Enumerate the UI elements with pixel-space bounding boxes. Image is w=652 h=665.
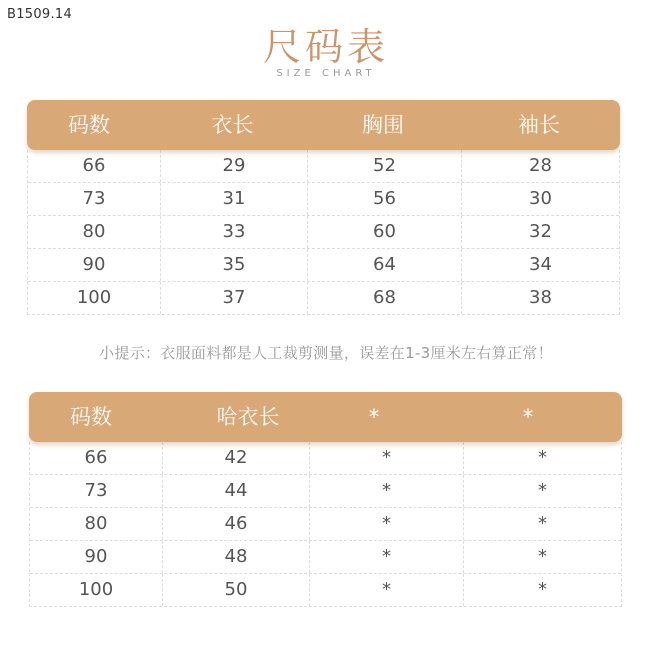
table-row: [30, 541, 621, 574]
table-row: [28, 183, 619, 216]
table-cell: 46: [162, 508, 309, 540]
table-cell: 28: [461, 150, 619, 182]
table-cell: 80: [82, 221, 106, 242]
header-cell: 袖长: [518, 113, 560, 137]
header-cell: 码数: [70, 405, 112, 429]
table-cell: 34: [461, 249, 619, 281]
table-cell: *: [309, 541, 463, 573]
table-cell: 66: [84, 447, 108, 468]
table-cell: *: [463, 508, 621, 540]
table-cell: 90: [84, 546, 108, 567]
table-cell: 48: [162, 541, 309, 573]
page-subtitle: SIZE CHART: [276, 68, 376, 79]
size-table-1: [27, 100, 620, 322]
table-cell: 31: [160, 183, 307, 215]
table-cell: 56: [307, 183, 461, 215]
table-cell: 66: [82, 155, 106, 176]
table-row: [30, 574, 621, 606]
table-cell: *: [309, 574, 463, 606]
header-cell: 衣长: [211, 113, 254, 137]
table-row: [30, 442, 621, 475]
table-row: [30, 475, 621, 508]
table-cell: 29: [160, 150, 307, 182]
table-cell: 80: [84, 513, 108, 534]
table-cell: 42: [162, 442, 309, 474]
header-cell: 码数: [68, 113, 110, 137]
table-cell: *: [463, 574, 621, 606]
table-cell: 73: [84, 480, 108, 501]
header-cell: *: [522, 405, 534, 429]
table-cell: 32: [461, 216, 619, 248]
table-row: [28, 249, 619, 282]
table-cell: *: [309, 475, 463, 507]
table-cell: *: [463, 475, 621, 507]
table-cell: *: [309, 508, 463, 540]
header-cell: 哈衣长: [216, 405, 280, 429]
table-cell: *: [309, 442, 463, 474]
header-cell: 胸围: [362, 113, 404, 137]
product-code: B1509.14: [7, 7, 73, 22]
header-cell: *: [368, 405, 380, 429]
size-table-2: [29, 392, 622, 614]
table-row: [28, 216, 619, 249]
size-table-2-header: [29, 392, 622, 442]
table-cell: 100: [78, 579, 114, 600]
table-cell: 37: [160, 282, 307, 314]
table-cell: 38: [461, 282, 619, 314]
table-cell: *: [463, 541, 621, 573]
table-cell: 60: [307, 216, 461, 248]
table-row: [28, 150, 619, 183]
table-row: [28, 282, 619, 314]
table-cell: 44: [162, 475, 309, 507]
table-cell: 50: [162, 574, 309, 606]
table-cell: 35: [160, 249, 307, 281]
table-cell: 73: [82, 188, 106, 209]
table-cell: 100: [76, 287, 112, 308]
table-cell: 33: [160, 216, 307, 248]
table-row: [30, 508, 621, 541]
table-cell: 64: [307, 249, 461, 281]
measurement-note: 小提示：衣服面料都是人工裁剪测量，误差在1-3厘米左右算正常！: [99, 344, 553, 362]
size-table-2-body: [29, 442, 622, 607]
table-cell: 90: [82, 254, 106, 275]
table-cell: 68: [307, 282, 461, 314]
size-table-1-body: [27, 150, 620, 315]
size-table-1-header: [27, 100, 620, 150]
table-cell: 30: [461, 183, 619, 215]
table-cell: *: [463, 442, 621, 474]
table-cell: 52: [307, 150, 461, 182]
page-title: 尺码表: [262, 25, 389, 69]
